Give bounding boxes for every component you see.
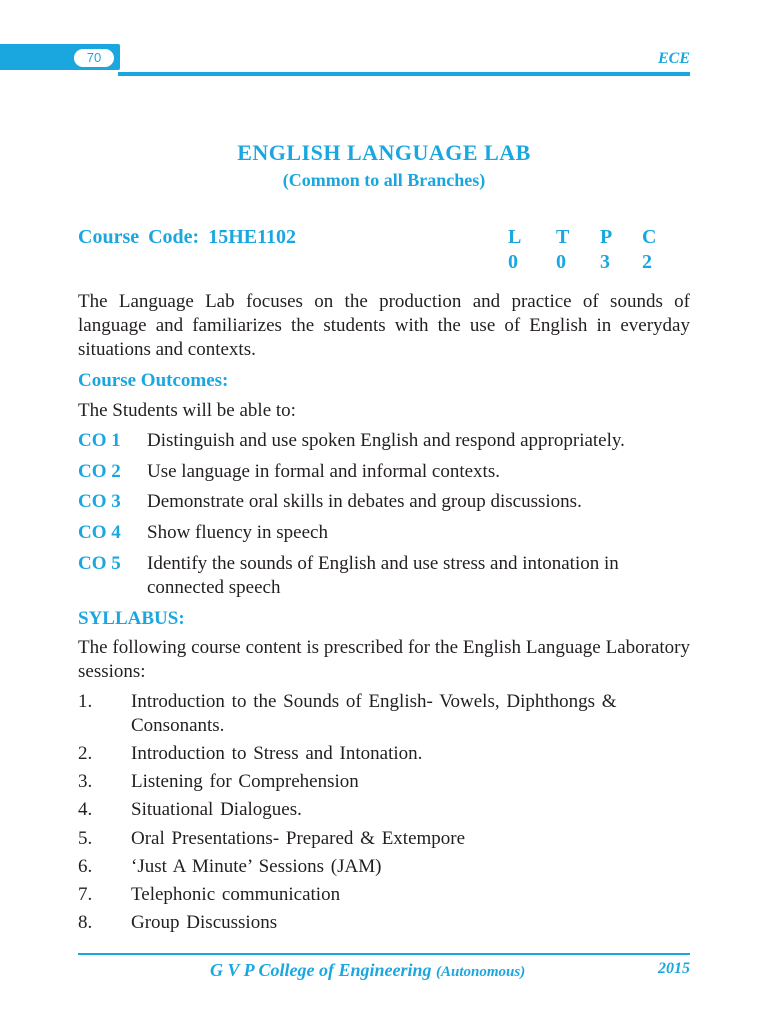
footer-college [210, 960, 525, 981]
syllabus-lead: The following course content is prescribed for the English Language Laboratory sessions: [78, 637, 690, 682]
ltpc-header-t: T [556, 226, 570, 248]
page-number: 70 [74, 49, 114, 67]
ltpc-value-l: 0 [508, 251, 518, 273]
college-name: G V P College of Engineering [210, 960, 432, 980]
syllabus-text: Situational Dialogues. [131, 799, 302, 820]
syllabus-text: Introduction to the Sounds of English- Vowels, Diphthongs & Consonants. [131, 691, 617, 736]
ltpc-value-c: 2 [642, 251, 652, 273]
syllabus-number: 2. [78, 743, 93, 764]
footer-rule [78, 953, 690, 955]
intro-paragraph: The Language Lab focuses on the production and practice of sounds of language and familiarizes the students with the use of English in everyday situations and contexts. [78, 291, 690, 360]
syllabus-heading: SYLLABUS: [78, 608, 185, 629]
outcomes-heading: Course Outcomes: [78, 370, 229, 391]
outcome-text: Identify the sounds of English and use stress and intonation in connected speech [147, 553, 619, 598]
syllabus-number: 8. [78, 912, 93, 933]
outcome-text: Show fluency in speech [147, 522, 328, 543]
syllabus-text: Listening for Comprehension [131, 771, 359, 792]
outcomes-lead: The Students will be able to: [78, 400, 296, 421]
college-suffix: (Autonomous) [436, 964, 526, 980]
course-code: Course Code: 15HE1102 [78, 226, 296, 248]
ltpc-header-l: L [508, 226, 522, 248]
outcome-label: CO 4 [78, 522, 121, 543]
syllabus-number: 4. [78, 799, 93, 820]
outcome-text: Distinguish and use spoken English and respond appropriately. [147, 430, 625, 451]
ltpc-value-t: 0 [556, 251, 566, 273]
syllabus-number: 6. [78, 856, 93, 877]
ltpc-header-c: C [642, 226, 657, 248]
syllabus-number: 7. [78, 884, 93, 905]
syllabus-text: ‘Just A Minute’ Sessions (JAM) [131, 856, 382, 877]
header-rule [118, 72, 690, 76]
ltpc-value-p: 3 [600, 251, 610, 273]
syllabus-text: Group Discussions [131, 912, 278, 933]
outcome-text: Demonstrate oral skills in debates and group discussions. [147, 491, 582, 512]
syllabus-number: 1. [78, 691, 93, 712]
department-label: ECE [657, 50, 690, 67]
outcome-label: CO 5 [78, 553, 121, 574]
outcome-label: CO 3 [78, 491, 121, 512]
syllabus-text: Telephonic communication [131, 884, 341, 905]
footer-year: 2015 [658, 960, 690, 977]
outcome-text: Use language in formal and informal contexts. [147, 461, 500, 482]
syllabus-text: Oral Presentations- Prepared & Extempore [131, 828, 466, 849]
ltpc-header-p: P [600, 226, 613, 248]
syllabus-number: 5. [78, 828, 93, 849]
syllabus-text: Introduction to Stress and Intonation. [131, 743, 423, 764]
outcome-label: CO 1 [78, 430, 121, 451]
outcome-label: CO 2 [78, 461, 121, 482]
syllabus-number: 3. [78, 771, 93, 792]
page-subtitle: (Common to all Branches) [282, 170, 486, 190]
page-title: ENGLISH LANGUAGE LAB [237, 140, 531, 165]
